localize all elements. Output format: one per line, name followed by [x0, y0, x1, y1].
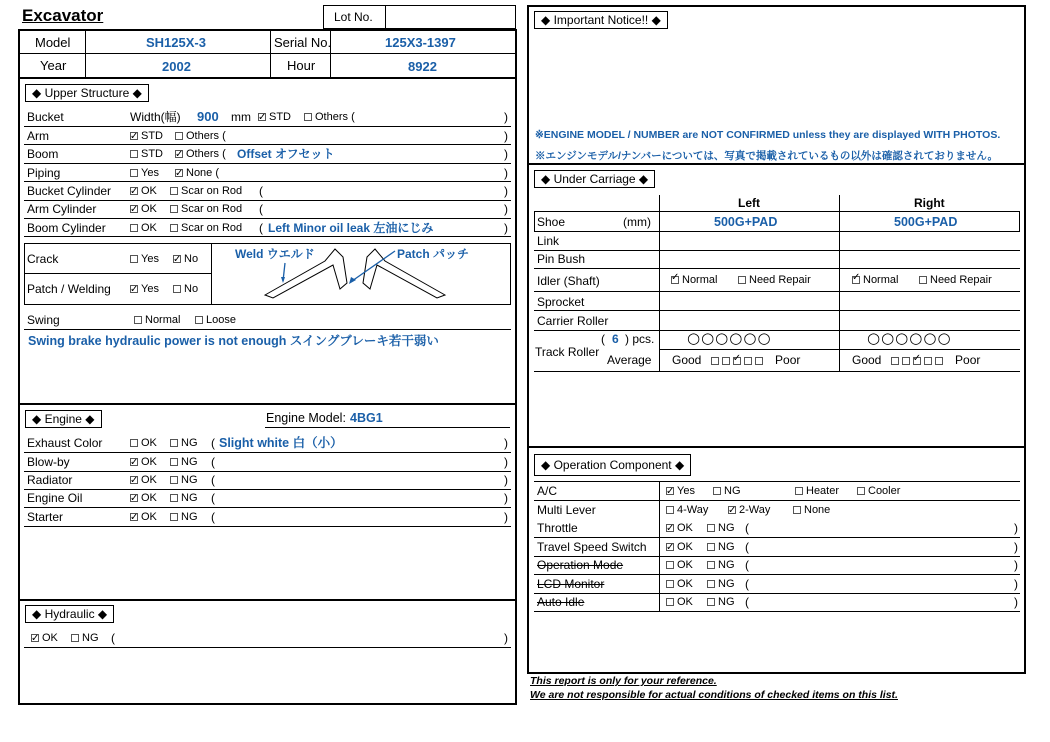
arm-label: Arm — [27, 129, 49, 143]
boom-note: Offset オフセット — [237, 147, 335, 161]
ac-yes-checkbox[interactable] — [666, 487, 674, 495]
engine-title: ◆ Engine ◆ — [25, 410, 102, 428]
good-label: Good — [672, 353, 702, 367]
operation-row — [537, 593, 1019, 611]
heater-label: Heater — [806, 485, 840, 497]
close-paren: ) — [504, 631, 508, 645]
weld-label: Weld ウエルド — [235, 247, 315, 261]
operation-row — [537, 519, 1019, 537]
two-way-label: 2-Way — [739, 504, 771, 516]
open-paren: ( — [745, 558, 749, 572]
ok-label: OK — [141, 474, 157, 486]
open-paren: ( — [745, 577, 749, 591]
close-paren: ) — [1014, 521, 1018, 535]
engine-model-value: 4BG1 — [350, 411, 383, 425]
poor-label: Poor — [955, 353, 981, 367]
engine-ng-checkbox[interactable] — [170, 458, 178, 466]
operation-title: ◆ Operation Component ◆ — [534, 454, 691, 476]
four-way-label: 4-Way — [677, 504, 709, 516]
open-paren: ( — [211, 473, 215, 487]
engine-row — [27, 471, 512, 489]
operation-ng-checkbox[interactable] — [707, 561, 715, 569]
engine-ng-checkbox[interactable] — [170, 494, 178, 502]
right-rating-2[interactable] — [902, 357, 910, 365]
normal-label: Normal — [682, 274, 718, 286]
width-unit: mm — [231, 110, 251, 124]
piping-yes-checkbox[interactable] — [130, 169, 138, 177]
boom-std-checkbox[interactable] — [130, 150, 138, 158]
boom-cylinder-label: Boom Cylinder — [27, 221, 106, 235]
open-paren: ( — [211, 491, 215, 505]
pcs-value: 6 — [612, 332, 619, 346]
ng-label: NG — [181, 474, 198, 486]
engine-ng-checkbox[interactable] — [170, 513, 178, 521]
operation-row — [537, 575, 1019, 593]
poor-label: Poor — [775, 353, 801, 367]
ok-label: OK — [141, 511, 157, 523]
std-label: STD — [141, 130, 163, 142]
close-paren: ) — [1014, 577, 1018, 591]
left-rating-4[interactable] — [744, 357, 752, 365]
left-rating-1[interactable] — [711, 357, 719, 365]
left-rating-2[interactable] — [722, 357, 730, 365]
left-circles: ○○○○○○ — [687, 329, 772, 347]
ok-label: OK — [42, 632, 58, 644]
close-paren: ) — [504, 129, 508, 143]
ng-label: NG — [724, 485, 741, 497]
hydraulic-ok-checkbox[interactable] — [31, 634, 39, 642]
engine-model-label: Engine Model: — [266, 411, 346, 425]
open-paren: ( — [211, 436, 215, 450]
heater-checkbox[interactable] — [795, 487, 803, 495]
arm-cylinder-label: Arm Cylinder — [27, 202, 97, 216]
piping-label: Piping — [27, 166, 61, 180]
idler-right-normal-checkbox[interactable] — [852, 276, 860, 284]
lot-label: Lot No. — [334, 10, 373, 24]
right-circles: ○○○○○○ — [867, 329, 952, 347]
left-rating-5[interactable] — [755, 357, 763, 365]
operation-row-label: Throttle — [537, 521, 578, 535]
bucket-cylinder-label: Bucket Cylinder — [27, 184, 112, 198]
idler-left-repair-checkbox[interactable] — [738, 276, 746, 284]
cooler-label: Cooler — [868, 485, 901, 497]
close-paren: ) — [504, 510, 508, 524]
boom-label: Boom — [27, 147, 59, 161]
cooler-checkbox[interactable] — [857, 487, 865, 495]
ok-label: OK — [677, 559, 693, 571]
swing-normal-checkbox[interactable] — [134, 316, 142, 324]
ng-label: NG — [181, 492, 198, 504]
close-paren: ) — [1014, 595, 1018, 609]
operation-ok-checkbox[interactable] — [666, 561, 674, 569]
engine-ok-checkbox[interactable] — [130, 439, 138, 447]
engine-ng-checkbox[interactable] — [170, 476, 178, 484]
hour-value: 8922 — [408, 59, 437, 74]
shoe-unit: (mm) — [623, 215, 651, 229]
hydraulic-ng-checkbox[interactable] — [71, 634, 79, 642]
std-label: STD — [269, 111, 291, 123]
others-label: Others ( — [186, 148, 226, 160]
yes-label: Yes — [677, 485, 695, 497]
model-label: Model — [35, 35, 71, 50]
scar-label: Scar on Rod — [181, 222, 243, 234]
shoe-right-value: 500G+PAD — [894, 215, 958, 229]
footer-line-1: This report is only for your reference. — [530, 675, 717, 687]
notice-line-2: ※エンジンモデル/ナンバーについては、写真で掲載されているもの以外は確認されておりません。 — [535, 150, 999, 162]
serial-value: 125X3-1397 — [385, 35, 456, 50]
close-paren: ) — [504, 436, 508, 450]
boom-cyl-ok-checkbox[interactable] — [130, 224, 138, 232]
bucket-others-checkbox[interactable] — [304, 113, 312, 121]
average-label: Average — [607, 353, 652, 367]
right-rating-3[interactable] — [913, 357, 921, 365]
operation-ok-checkbox[interactable] — [666, 543, 674, 551]
open-paren: ( — [259, 184, 263, 198]
ng-label: NG — [718, 578, 735, 590]
footer-line-2: We are not responsible for actual conditions of checked items on this list. — [530, 689, 898, 701]
open-paren: ( — [259, 221, 263, 235]
operation-ok-checkbox[interactable] — [666, 598, 674, 606]
operation-ok-checkbox[interactable] — [666, 580, 674, 588]
open-paren: ( — [259, 202, 263, 216]
engine-ng-checkbox[interactable] — [170, 439, 178, 447]
operation-row — [537, 556, 1019, 574]
close-paren: ) — [1014, 540, 1018, 554]
year-label: Year — [40, 58, 67, 73]
no-label: No — [184, 253, 199, 265]
ng-label: NG — [181, 511, 198, 523]
ok-label: OK — [141, 437, 157, 449]
normal-label: Normal — [145, 314, 181, 326]
ng-label: NG — [718, 559, 735, 571]
arm-cyl-scar-checkbox[interactable] — [170, 205, 178, 213]
engine-row — [27, 508, 512, 526]
boom-others-checkbox[interactable] — [175, 150, 183, 158]
need-repair-label: Need Repair — [930, 274, 992, 286]
ok-label: OK — [141, 203, 157, 215]
operation-ng-checkbox[interactable] — [707, 580, 715, 588]
operation-ng-checkbox[interactable] — [707, 598, 715, 606]
ok-label: OK — [141, 222, 157, 234]
ok-label: OK — [677, 596, 693, 608]
yes-label: Yes — [141, 283, 159, 295]
none-label: None — [804, 504, 831, 516]
bucket-cyl-scar-checkbox[interactable] — [170, 187, 178, 195]
operation-ok-checkbox[interactable] — [666, 524, 674, 532]
swing-note: Swing brake hydraulic power is not enough スイングブレーキ若干弱い — [28, 334, 439, 348]
no-label: No — [184, 283, 199, 295]
serial-label: Serial No. — [274, 35, 332, 50]
good-label: Good — [852, 353, 882, 367]
ok-label: OK — [141, 185, 157, 197]
four-way-checkbox[interactable] — [666, 506, 674, 514]
crack-no-checkbox[interactable] — [173, 255, 181, 263]
ok-label: OK — [677, 522, 693, 534]
left-header: Left — [738, 196, 760, 210]
operation-row-label: Travel Speed Switch — [537, 540, 647, 554]
operation-row-label: LCD Monitor — [537, 577, 605, 591]
arm-std-checkbox[interactable] — [130, 132, 138, 140]
close-paren: ) — [504, 110, 508, 124]
scar-label: Scar on Rod — [181, 185, 243, 197]
need-repair-label: Need Repair — [749, 274, 811, 286]
hour-label: Hour — [287, 58, 316, 73]
ng-label: NG — [718, 596, 735, 608]
right-rating-5[interactable] — [935, 357, 943, 365]
patch-yes-checkbox[interactable] — [130, 285, 138, 293]
sprocket-label: Sprocket — [537, 295, 585, 309]
close-paren: ) — [504, 166, 508, 180]
yes-label: Yes — [141, 253, 159, 265]
under-carriage-title: ◆ Under Carriage ◆ — [534, 170, 655, 188]
ok-label: OK — [677, 541, 693, 553]
none-checkbox[interactable] — [793, 506, 801, 514]
notice-title: ◆ Important Notice!! ◆ — [534, 11, 668, 29]
upper-structure-title: ◆ Upper Structure ◆ — [25, 84, 149, 102]
crack-label: Crack — [27, 252, 59, 266]
std-label: STD — [141, 148, 163, 160]
open-paren: ( — [745, 595, 749, 609]
idler-right-repair-checkbox[interactable] — [919, 276, 927, 284]
ac-label: A/C — [537, 484, 558, 498]
engine-ok-checkbox[interactable] — [130, 494, 138, 502]
pcs-open: ( — [601, 332, 605, 346]
bucket-std-checkbox[interactable] — [258, 113, 266, 121]
link-label: Link — [537, 234, 560, 248]
year-value: 2002 — [162, 59, 191, 74]
engine-row-label: Exhaust Color — [27, 436, 103, 450]
ac-ng-checkbox[interactable] — [713, 487, 721, 495]
ng-label: NG — [718, 522, 735, 534]
swing-loose-checkbox[interactable] — [195, 316, 203, 324]
open-paren: ( — [745, 521, 749, 535]
engine-row-label: Radiator — [27, 473, 73, 487]
operation-ng-checkbox[interactable] — [707, 524, 715, 532]
operation-row — [537, 538, 1019, 556]
operation-row-label: Auto Idle — [537, 595, 585, 609]
right-rating-1[interactable] — [891, 357, 899, 365]
idler-left-normal-checkbox[interactable] — [671, 276, 679, 284]
swing-label: Swing — [27, 313, 60, 327]
carrier-roller-label: Carrier Roller — [537, 314, 609, 328]
ok-label: OK — [677, 578, 693, 590]
close-paren: ) — [504, 491, 508, 505]
open-paren: ( — [211, 510, 215, 524]
engine-row-label: Engine Oil — [27, 491, 83, 505]
model-value: SH125X-3 — [146, 35, 206, 50]
arm-others-checkbox[interactable] — [175, 132, 183, 140]
patch-note: Patch パッチ — [397, 247, 470, 261]
scar-label: Scar on Rod — [181, 203, 243, 215]
open-paren: ( — [111, 631, 115, 645]
close-paren: ) — [504, 184, 508, 198]
close-paren: ) — [504, 473, 508, 487]
idler-label: Idler (Shaft) — [537, 274, 600, 288]
engine-ok-checkbox[interactable] — [130, 513, 138, 521]
boom-cyl-scar-checkbox[interactable] — [170, 224, 178, 232]
close-paren: ) — [504, 147, 508, 161]
pcs-close: ) pcs. — [625, 332, 655, 346]
right-rating-4[interactable] — [924, 357, 932, 365]
close-paren: ) — [504, 202, 508, 216]
operation-ng-checkbox[interactable] — [707, 543, 715, 551]
close-paren: ) — [504, 455, 508, 469]
bucket-cyl-ok-checkbox[interactable] — [130, 187, 138, 195]
ng-label: NG — [181, 437, 198, 449]
two-way-checkbox[interactable] — [728, 506, 736, 514]
doc-title: Excavator — [22, 6, 104, 25]
width-value: 900 — [197, 109, 219, 124]
bucket-label: Bucket — [27, 110, 64, 124]
operation-row-label: Operation Mode — [537, 558, 624, 572]
engine-row-note: Slight white 白（小） — [219, 436, 343, 450]
multi-lever-label: Multi Lever — [537, 503, 596, 517]
ng-label: NG — [181, 456, 198, 468]
normal-label: Normal — [863, 274, 899, 286]
engine-ok-checkbox[interactable] — [130, 458, 138, 466]
boom-diagram — [255, 243, 455, 303]
boom-cyl-note: Left Minor oil leak 左油にじみ — [268, 221, 434, 235]
engine-ok-checkbox[interactable] — [130, 476, 138, 484]
ng-label: NG — [82, 632, 99, 644]
open-paren: ( — [745, 540, 749, 554]
right-header: Right — [914, 196, 945, 210]
shoe-left-value: 500G+PAD — [714, 215, 778, 229]
width-label: Width(幅) — [130, 110, 181, 124]
others-label: Others ( — [315, 111, 355, 123]
none-label: None ( — [186, 167, 220, 179]
shoe-label: Shoe — [537, 215, 566, 229]
loose-label: Loose — [206, 314, 236, 326]
yes-label: Yes — [141, 167, 159, 179]
notice-line-1: ※ENGINE MODEL / NUMBER are NOT CONFIRMED unless they are displayed WITH PHOTOS. — [535, 129, 1001, 141]
engine-row — [27, 489, 512, 507]
ng-label: NG — [718, 541, 735, 553]
arm-cyl-ok-checkbox[interactable] — [130, 205, 138, 213]
open-paren: ( — [211, 455, 215, 469]
engine-row-label: Blow-by — [27, 455, 70, 469]
engine-row — [27, 434, 512, 452]
crack-yes-checkbox[interactable] — [130, 255, 138, 263]
patch-no-checkbox[interactable] — [173, 285, 181, 293]
hydraulic-title: ◆ Hydraulic ◆ — [25, 605, 114, 623]
left-rating-3[interactable] — [733, 357, 741, 365]
close-paren: ) — [504, 221, 508, 235]
engine-row — [27, 453, 512, 471]
pin-bush-label: Pin Bush — [537, 252, 586, 266]
engine-row-label: Starter — [27, 510, 64, 524]
close-paren: ) — [1014, 558, 1018, 572]
ok-label: OK — [141, 456, 157, 468]
ok-label: OK — [141, 492, 157, 504]
others-label: Others ( — [186, 130, 226, 142]
piping-none-checkbox[interactable] — [175, 169, 183, 177]
patch-label: Patch / Welding — [27, 282, 111, 296]
track-roller-label: Track Roller — [535, 345, 600, 359]
